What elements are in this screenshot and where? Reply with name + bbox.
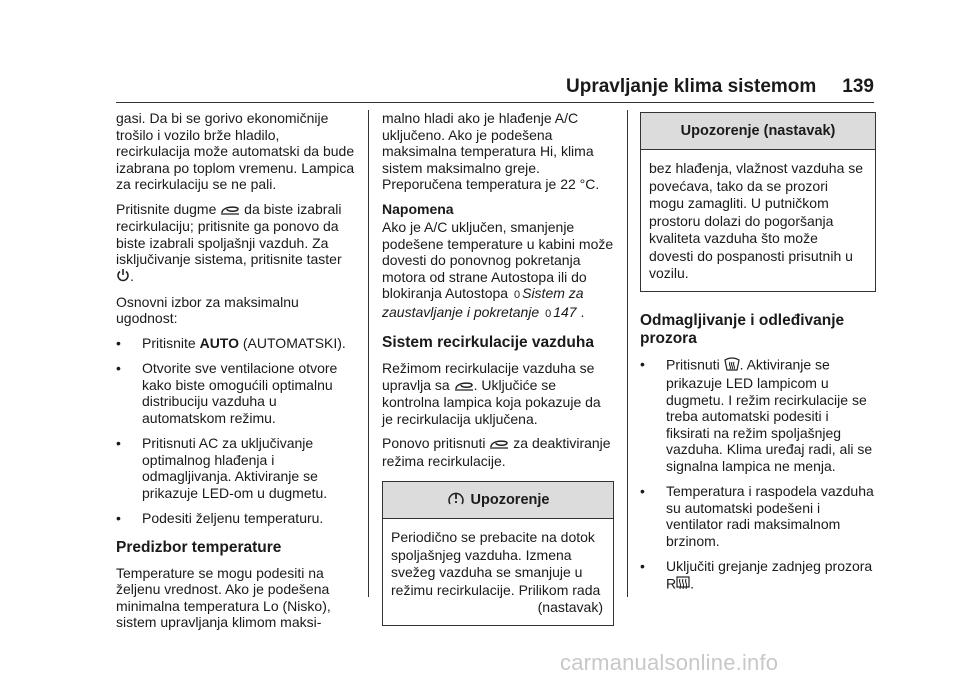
continued-label: (nastavak) xyxy=(537,599,603,616)
page-reference[interactable]: 147 xyxy=(553,303,577,320)
rear-defrost-icon xyxy=(676,575,690,595)
list-item: • Pritisnuti . Aktiviranje se prikazuje LED lampicom u dugmetu. I režim recirkulacije se treba automatski podesiti i fiksirati na režim spoljašnjeg vazduha. Klima uređaj radi, ali se signalna lampica ne menja. xyxy=(640,355,873,474)
paragraph: gasi. Da bi se gorivo ekonomičnije trošilo i vozilo brže hladilo, recirkulacija može automatski da bude izabrana po toplom vremenu. Lampica za recirkulaciju se ne pali. xyxy=(116,110,355,192)
list-item: • Temperatura i raspodela vazduha su automatski podešeni i ventilator radi maksimalnom brzinom. xyxy=(640,483,874,549)
watermark: carmanualsonline.info xyxy=(560,650,779,675)
bullet-mark: • xyxy=(116,510,121,527)
warning-box-continued xyxy=(640,112,876,292)
warning-title: Upozorenje xyxy=(470,491,550,508)
paragraph: Pritisnite dugme da biste izabrali recirkulaciju; pritisnite ga ponovo da biste izabrali spoljašnji vazduh. Za isključivanje sistema, pritisnite taster . xyxy=(116,201,356,286)
section-heading: Predizbor temperature xyxy=(116,538,282,556)
warning-title: Upozorenje (nastavak) xyxy=(680,122,836,139)
bullet-mark: • xyxy=(116,360,121,377)
column-2 xyxy=(382,110,614,626)
column-divider-1 xyxy=(368,110,369,597)
recirculation-icon xyxy=(489,436,509,453)
power-icon xyxy=(116,268,130,286)
column-3 xyxy=(640,110,876,603)
warning-box xyxy=(382,481,614,626)
page-number: 139 xyxy=(842,76,874,97)
page-header xyxy=(116,73,874,101)
column-divider-2 xyxy=(627,110,628,597)
paragraph: Ako je A/C uključen, smanjenje podešene temperature u kabini može dovesti do ponovnog pokretanja motora od strane Autostopa ili do blokiranja Autostopa 0 Sistem za zaustavljanje i pokretanje 0 147 . xyxy=(382,219,614,322)
recirculation-icon xyxy=(454,378,474,395)
paragraph: Temperature se mogu podesiti na željenu vrednost. Ako je podešena minimalna temperatura Lo (Nisko), sistem upravljanja klimom maksi- xyxy=(116,564,331,631)
bullet-mark: • xyxy=(116,435,121,452)
list-item: • Uključiti grejanje zadnjeg prozora R . xyxy=(640,558,876,594)
paragraph: Ponovo pritisnuti za deaktiviranje režima recirkulacije. xyxy=(382,435,611,469)
section-heading: Sistem recirkulacije vazduha xyxy=(382,334,594,351)
warning-icon xyxy=(447,490,465,511)
paragraph: malno hladi ako je hlađenje A/C uključeno. Ako je podešena maksimalna temperatura Hi, klima sistem maksimalno greje. Preporučena temperatura je 22 °C. xyxy=(382,110,600,192)
paragraph: Osnovni izbor za maksimalnu ugodnost: xyxy=(116,293,299,327)
warning-text: Periodično se prebacite na dotok spoljašnjeg vazduha. Izmena svežeg vazduha se smanjuje u režimu recirkulacije. Prilikom rada xyxy=(391,529,601,598)
bullet-mark: • xyxy=(116,334,121,351)
header-rule xyxy=(116,102,874,103)
list-item: • Podesiti željenu temperaturu. xyxy=(116,510,324,527)
header-title: Upravljanje klima sistemom xyxy=(566,76,817,97)
warning-header xyxy=(383,482,613,519)
reference-arrow-icon: 0 xyxy=(513,289,521,301)
section-heading: Odmagljivanje i odleđivanje prozora xyxy=(640,311,845,347)
paragraph: Režimom recirkulacije vazduha se upravlja sa . Uključiće se kontrolna lampica koja pokazuje da je recirkulacija uključena. xyxy=(382,360,601,427)
list-item: • Pritisnite AUTO (AUTOMATSKI). xyxy=(116,334,346,351)
reference-arrow-icon: 0 xyxy=(545,307,552,320)
list-item: • Otvorite sve ventilacione otvore kako biste omogućili optimalnu distribuciju vazduha u automatskom režimu. xyxy=(116,360,338,426)
list-item: • Pritisnuti AC za uključivanje optimalnog hlađenja i odmagljivanja. Aktiviranje se prikazuje LED-om u dugmetu. xyxy=(116,435,328,501)
note-heading: Napomena xyxy=(382,200,454,217)
recirculation-icon xyxy=(220,202,240,219)
column-1 xyxy=(116,110,356,639)
windshield-defrost-icon xyxy=(724,356,740,376)
cross-reference-link[interactable]: Sistem za zaustavljanje i pokretanje xyxy=(382,285,584,320)
warning-text: bez hlađenja, vlažnost vazduha se povećava, tako da se prozori mogu zamagliti. U putničkom prostoru dolazi do pogoršanja kvaliteta vazduha što može dovesti do pospanosti prisutnih u vozilu. xyxy=(649,160,864,281)
warning-header xyxy=(641,113,875,150)
